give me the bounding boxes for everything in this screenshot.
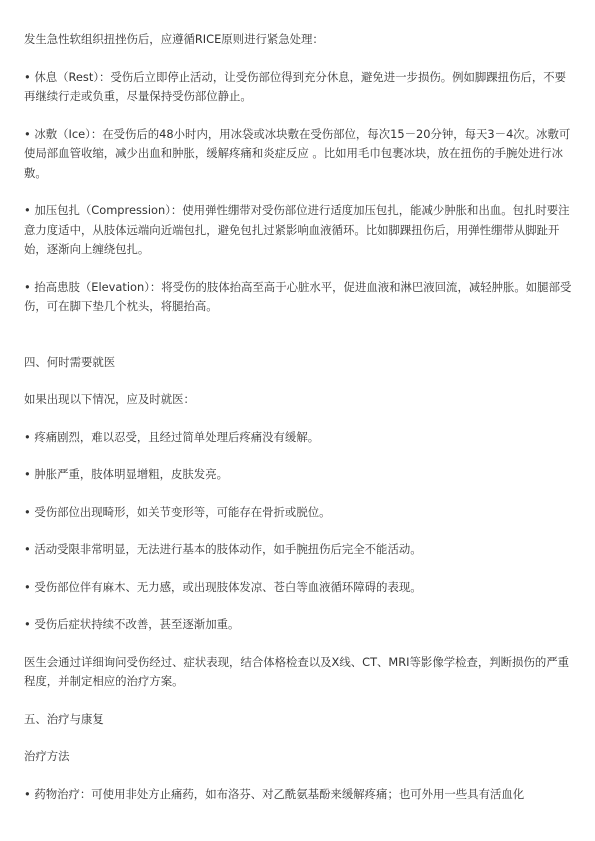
rice-rest-item: • 休息（Rest）：受伤后立即停止活动，让受伤部位得到充分休息，避免进一步损伤。例如脚踝扭伤后，不要再继续行走或负重，尽量保持受伤部位静止。: [24, 69, 567, 103]
section-4-summary: 医生会通过详细询问受伤经过、症状表现，结合体格检查以及X线、CT、MRI等影像学检查，判断损伤的严重程度，并制定相应的治疗方案。: [24, 654, 570, 688]
intro-paragraph: 发生急性软组织扭挫伤后，应遵循RICE原则进行紧急处理：: [24, 32, 324, 46]
rice-compression-item: • 加压包扎（Compression）：使用弹性绷带对受伤部位进行适度加压包扎，能减少肿胀和出血。包扎时要注意力度适中，从肢体远端向近端包扎，避免包扎过紧影响血液循环。比如脚踝扭伤后，用弹性绷带从脚趾开始，逐渐向上缠绕包扎。: [24, 203, 570, 256]
section-5-subheading: 治疗方法: [24, 749, 70, 763]
section-4-heading: 四、何时需要就医: [24, 354, 116, 369]
medical-sign-item: • 疼痛剧烈，难以忍受，且经过简单处理后疼痛没有缓解。: [24, 429, 320, 444]
section-4-lead: 如果出现以下情况，应及时就医：: [24, 392, 195, 406]
medical-sign-item: • 受伤部位出现畸形，如关节变形等，可能存在骨折或脱位。: [24, 504, 331, 519]
treatment-item: • 药物治疗：可使用非处方止痛药，如布洛芬、对乙酰氨基酚来缓解疼痛；也可外用一些具有活血化: [24, 786, 525, 801]
medical-sign-item: • 活动受限非常明显，无法进行基本的肢体动作，如手腕扭伤后完全不能活动。: [24, 542, 422, 556]
medical-sign-item: • 受伤部位伴有麻木、无力感，或出现肢体发凉、苍白等血液循环障碍的表现。: [24, 579, 422, 594]
document-body: [24, 30, 572, 822]
section-5-heading: 五、治疗与康复: [24, 711, 104, 726]
medical-sign-item: • 受伤后症状持续不改善，甚至逐渐加重。: [24, 617, 240, 631]
medical-sign-item: • 肿胀严重，肢体明显增粗，皮肤发亮。: [24, 467, 228, 481]
rice-elevation-item: • 抬高患肢（Elevation）：将受伤的肢体抬高至高于心脏水平，促进血液和淋巴液回流，减轻肿胀。如腿部受伤，可在脚下垫几个枕头，将腿抬高。: [24, 279, 572, 313]
rice-ice-item: • 冰敷（Ice）：在受伤后的48小时内，用冰袋或冰块敷在受伤部位，每次15－20分钟，每天3－4次。冰敷可使局部血管收缩，减少出血和肿胀，缓解疼痛和炎症反应 。比如用毛巾包裹冰块，放在扭伤的手腕处进行冰敷。: [24, 126, 571, 180]
section-spacer: [24, 335, 572, 353]
